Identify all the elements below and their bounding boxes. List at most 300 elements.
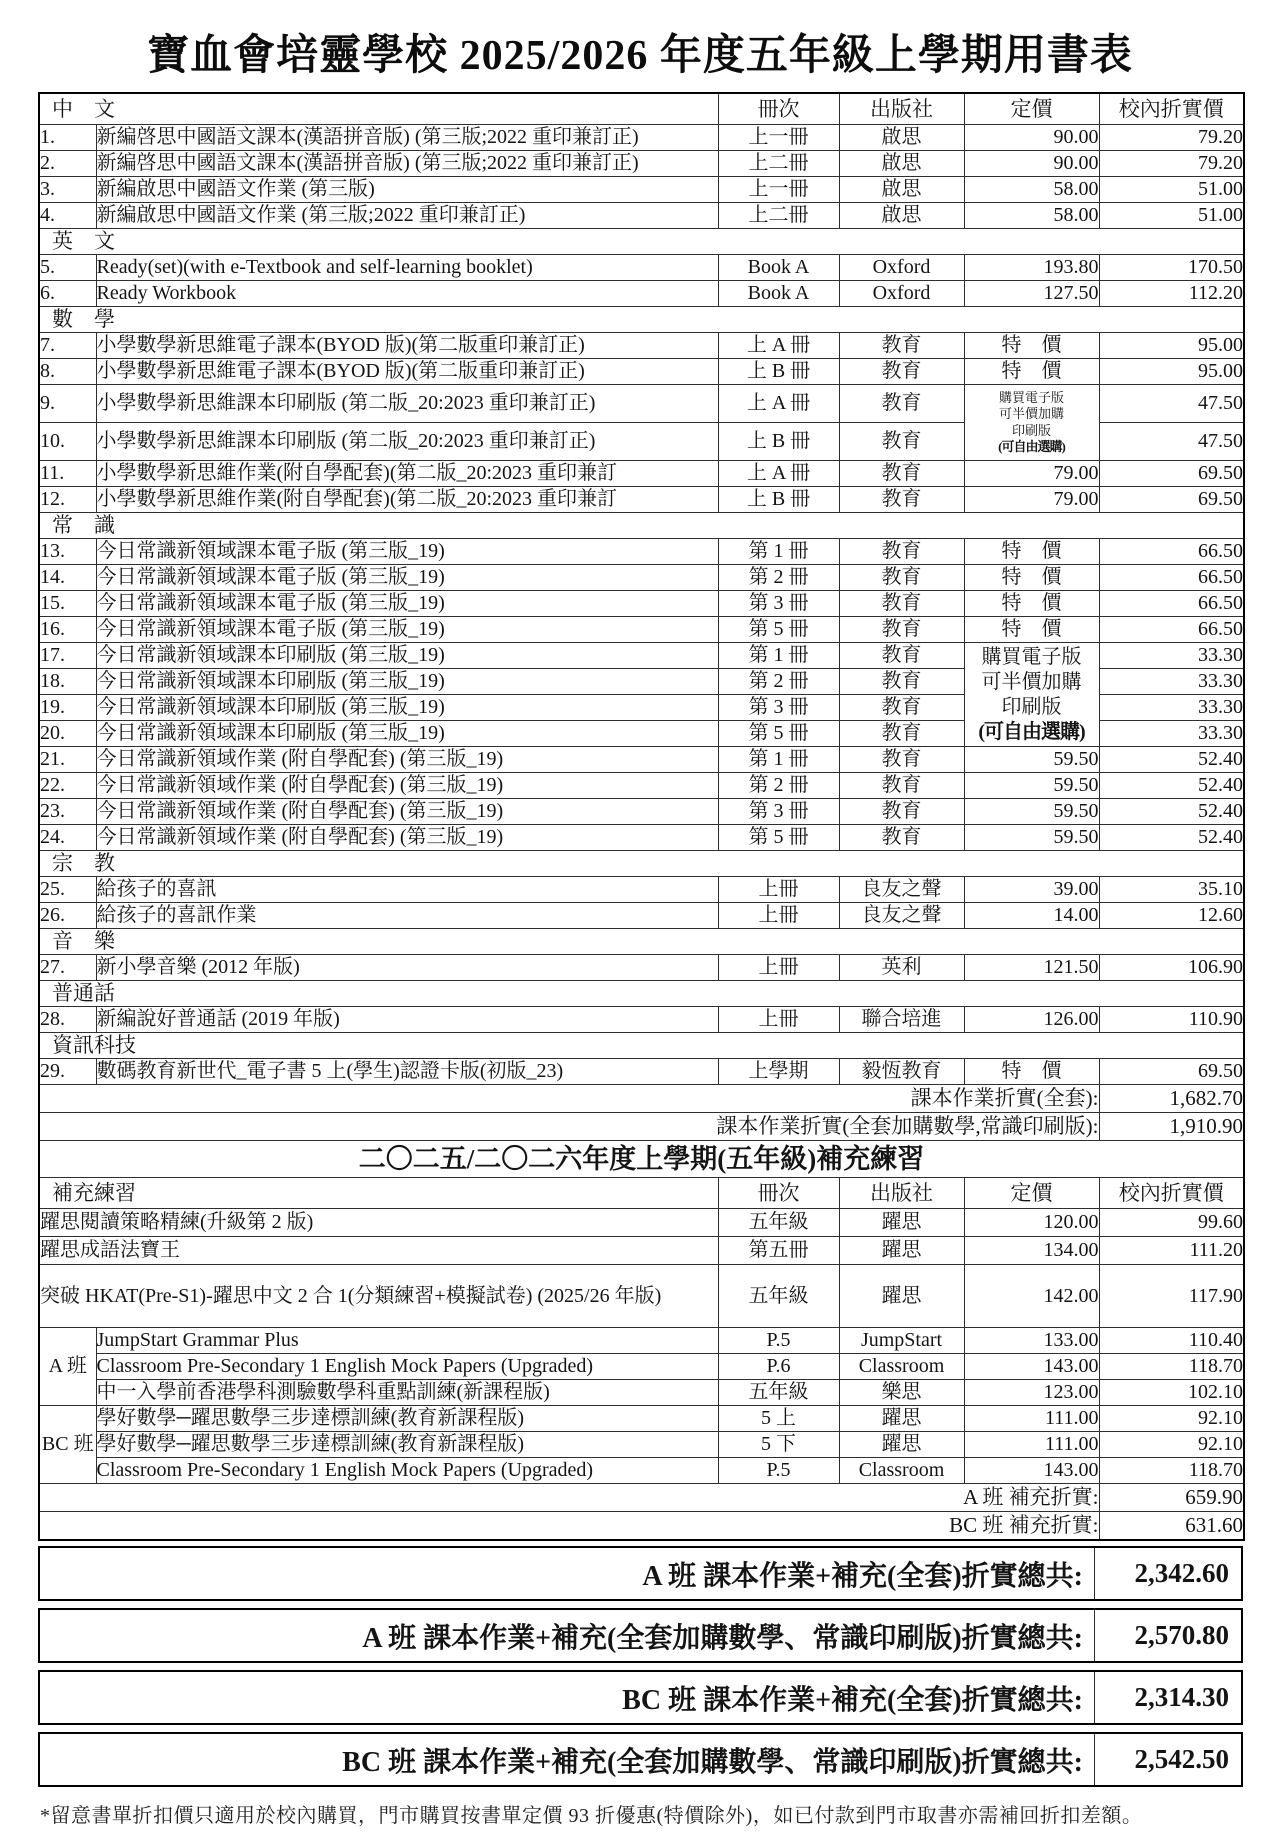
table-row — [39, 487, 1244, 513]
grand-total-label: BC 班 課本作業+補充(全套加購數學、常識印刷版)折實總共: — [40, 1734, 1095, 1785]
price-note-line: 購買電子版 — [998, 389, 1064, 405]
grand-total-row — [38, 1670, 1243, 1725]
net-price-cell: 118.70 — [1099, 1458, 1244, 1484]
table-row — [39, 1458, 1244, 1484]
column-header-subject: 補充練習 — [39, 1178, 718, 1209]
volume-cell: 第 3 冊 — [718, 799, 839, 825]
book-title: 新編啟思中國語文作業 (第三版) — [96, 177, 718, 203]
table-row — [39, 385, 1244, 423]
table-row — [39, 617, 1244, 643]
footnote: *留意書單折扣價只適用於校內購買，門市購買按書單定價 93 折優惠(特價除外)，如已付款到門市取書亦需補回折扣差額。 — [40, 1805, 1143, 1827]
volume-cell: P.6 — [718, 1354, 839, 1380]
volume-cell: 第 5 冊 — [718, 825, 839, 851]
net-price-cell: 33.30 — [1099, 721, 1244, 747]
book-title: 小學數學新思維作業(附自學配套)(第二版_20:2023 重印兼訂 — [96, 487, 718, 513]
volume-cell: 5 上 — [718, 1406, 839, 1432]
grand-total-label: A 班 課本作業+補充(全套加購數學、常識印刷版)折實總共: — [40, 1610, 1095, 1661]
row-number: 23. — [39, 799, 96, 825]
table-row — [39, 359, 1244, 385]
column-header-net-price: 校內折實價 — [1099, 93, 1244, 125]
volume-cell: 上 A 冊 — [718, 333, 839, 359]
volume-cell: 第 1 冊 — [718, 539, 839, 565]
book-title: 新編說好普通話 (2019 年版) — [96, 1007, 718, 1033]
net-price-cell: 51.00 — [1099, 177, 1244, 203]
table-row — [39, 1406, 1244, 1432]
net-price-cell: 99.60 — [1099, 1209, 1244, 1237]
grand-total-value: 2,314.30 — [1134, 1682, 1229, 1712]
price-cell: 79.00 — [964, 487, 1099, 513]
row-number: 3. — [39, 177, 96, 203]
row-number: 15. — [39, 591, 96, 617]
price-cell: 58.00 — [964, 177, 1099, 203]
row-number: 9. — [39, 385, 96, 423]
publisher-cell: 躍思 — [839, 1265, 964, 1328]
price-cell: 特 價 — [964, 1059, 1099, 1085]
book-title: 新編啓思中國語文課本(漢語拼音版) (第三版;2022 重印兼訂正) — [96, 151, 718, 177]
table-row — [39, 799, 1244, 825]
book-title: Classroom Pre-Secondary 1 English Mock Papers (Upgraded) — [96, 1354, 718, 1380]
book-title: 學好數學─躍思數學三步達標訓練(教育新課程版) — [96, 1406, 718, 1432]
price-cell: 特 價 — [964, 539, 1099, 565]
publisher-cell: Oxford — [839, 281, 964, 307]
grand-total-value: 2,542.50 — [1134, 1744, 1229, 1774]
volume-cell: 第 5 冊 — [718, 721, 839, 747]
section-label: 宗 教 — [39, 851, 1244, 877]
net-price-cell: 33.30 — [1099, 695, 1244, 721]
grand-total-row — [38, 1608, 1243, 1663]
row-number: 8. — [39, 359, 96, 385]
price-cell: 59.50 — [964, 799, 1099, 825]
row-number: 6. — [39, 281, 96, 307]
price-cell: 14.00 — [964, 903, 1099, 929]
row-number: 1. — [39, 125, 96, 151]
volume-cell: 上一冊 — [718, 177, 839, 203]
column-header-volume: 冊次 — [718, 1178, 839, 1209]
section-row — [39, 981, 1244, 1007]
table-row — [39, 1354, 1244, 1380]
net-price-cell: 47.50 — [1099, 423, 1244, 461]
table-row — [39, 773, 1244, 799]
book-title: 今日常識新領域課本印刷版 (第三版_19) — [96, 695, 718, 721]
price-note-cell — [964, 385, 1099, 461]
price-cell: 59.50 — [964, 747, 1099, 773]
section-row — [39, 1033, 1244, 1059]
table-row — [39, 1059, 1244, 1085]
publisher-cell: 教育 — [839, 669, 964, 695]
row-number: 28. — [39, 1007, 96, 1033]
row-number: 14. — [39, 565, 96, 591]
price-cell: 123.00 — [964, 1380, 1099, 1406]
book-title: 小學數學新思維電子課本(BYOD 版)(第二版重印兼訂正) — [96, 333, 718, 359]
table-row — [39, 125, 1244, 151]
grand-total-label: A 班 課本作業+補充(全套)折實總共: — [40, 1548, 1095, 1599]
section-label: 資訊科技 — [39, 1033, 1244, 1059]
publisher-cell: 教育 — [839, 565, 964, 591]
price-note-line: 印刷版 — [1001, 695, 1062, 718]
book-title: 今日常識新領域課本電子版 (第三版_19) — [96, 565, 718, 591]
summary-label: A 班 補充折實: — [39, 1484, 1099, 1512]
summary-value: 1,910.90 — [1099, 1113, 1244, 1141]
net-price-cell: 66.50 — [1099, 539, 1244, 565]
row-number: 11. — [39, 461, 96, 487]
book-title: 今日常識新領域課本電子版 (第三版_19) — [96, 617, 718, 643]
book-title: 數碼教育新世代_電子書 5 上(學生)認證卡版(初版_23) — [96, 1059, 718, 1085]
price-note-line: 可半價加購 — [981, 670, 1082, 693]
net-price-cell: 52.40 — [1099, 747, 1244, 773]
price-cell: 193.80 — [964, 255, 1099, 281]
table-row — [39, 747, 1244, 773]
section-label: 普通話 — [39, 981, 1244, 1007]
publisher-cell: Oxford — [839, 255, 964, 281]
net-price-cell: 66.50 — [1099, 617, 1244, 643]
volume-cell: 上 B 冊 — [718, 487, 839, 513]
page-title: 寶血會培靈學校 2025/2026 年度五年級上學期用書表 — [147, 33, 1133, 79]
summary-row — [39, 1113, 1244, 1141]
net-price-cell: 118.70 — [1099, 1354, 1244, 1380]
net-price-cell: 69.50 — [1099, 461, 1244, 487]
price-cell: 127.50 — [964, 281, 1099, 307]
volume-cell: 上 B 冊 — [718, 359, 839, 385]
column-header-row — [39, 1178, 1244, 1209]
net-price-cell: 106.90 — [1099, 955, 1244, 981]
volume-cell: 上 A 冊 — [718, 461, 839, 487]
net-price-cell: 66.50 — [1099, 565, 1244, 591]
net-price-cell: 35.10 — [1099, 877, 1244, 903]
price-cell: 134.00 — [964, 1237, 1099, 1265]
publisher-cell: 良友之聲 — [839, 903, 964, 929]
publisher-cell: 教育 — [839, 461, 964, 487]
publisher-cell: 教育 — [839, 333, 964, 359]
volume-cell: 上二冊 — [718, 203, 839, 229]
row-number: 18. — [39, 669, 96, 695]
table-row — [39, 539, 1244, 565]
book-title: 小學數學新思維作業(附自學配套)(第二版_20:2023 重印兼訂 — [96, 461, 718, 487]
row-number: 12. — [39, 487, 96, 513]
net-price-cell: 79.20 — [1099, 151, 1244, 177]
volume-cell: 第 1 冊 — [718, 643, 839, 669]
table-row — [39, 1265, 1244, 1328]
price-note-line: (可自由選購) — [998, 439, 1065, 454]
summary-value: 1,682.70 — [1099, 1085, 1244, 1113]
price-cell: 111.00 — [964, 1432, 1099, 1458]
group-label: BC 班 — [39, 1406, 96, 1484]
book-title: 小學數學新思維課本印刷版 (第二版_20:2023 重印兼訂正) — [96, 385, 718, 423]
volume-cell: 第 2 冊 — [718, 565, 839, 591]
price-cell: 59.50 — [964, 773, 1099, 799]
publisher-cell: 教育 — [839, 695, 964, 721]
book-title: 今日常識新領域作業 (附自學配套) (第三版_19) — [96, 799, 718, 825]
row-number: 22. — [39, 773, 96, 799]
publisher-cell: 聯合培進 — [839, 1007, 964, 1033]
row-number: 5. — [39, 255, 96, 281]
column-header-subject: 中 文 — [39, 93, 718, 125]
volume-cell: 上冊 — [718, 955, 839, 981]
grand-total-row — [38, 1732, 1243, 1787]
publisher-cell: 啟思 — [839, 125, 964, 151]
column-header-net-price: 校內折實價 — [1099, 1178, 1244, 1209]
price-cell: 59.50 — [964, 825, 1099, 851]
grand-total-value: 2,342.60 — [1134, 1558, 1229, 1588]
book-title: 今日常識新領域課本印刷版 (第三版_19) — [96, 721, 718, 747]
net-price-cell: 52.40 — [1099, 773, 1244, 799]
row-number: 7. — [39, 333, 96, 359]
publisher-cell: Classroom — [839, 1354, 964, 1380]
publisher-cell: 啟思 — [839, 151, 964, 177]
volume-cell: Book A — [718, 255, 839, 281]
row-number: 24. — [39, 825, 96, 851]
publisher-cell: 教育 — [839, 747, 964, 773]
publisher-cell: JumpStart — [839, 1328, 964, 1354]
section-row — [39, 929, 1244, 955]
net-price-cell: 112.20 — [1099, 281, 1244, 307]
volume-cell: 上 A 冊 — [718, 385, 839, 423]
column-header-row — [39, 93, 1244, 125]
volume-cell: 第 1 冊 — [718, 747, 839, 773]
column-header-publisher: 出版社 — [839, 1178, 964, 1209]
price-cell: 143.00 — [964, 1354, 1099, 1380]
volume-cell: 上冊 — [718, 903, 839, 929]
volume-cell: 上 B 冊 — [718, 423, 839, 461]
publisher-cell: 教育 — [839, 359, 964, 385]
publisher-cell: Classroom — [839, 1458, 964, 1484]
volume-cell: 第 5 冊 — [718, 617, 839, 643]
row-number: 29. — [39, 1059, 96, 1085]
summary-value: 659.90 — [1099, 1484, 1244, 1512]
row-number: 4. — [39, 203, 96, 229]
row-number: 13. — [39, 539, 96, 565]
volume-cell: 上學期 — [718, 1059, 839, 1085]
publisher-cell: 躍思 — [839, 1432, 964, 1458]
book-title: 新小學音樂 (2012 年版) — [96, 955, 718, 981]
volume-cell: 第五冊 — [718, 1237, 839, 1265]
net-price-cell: 79.20 — [1099, 125, 1244, 151]
price-cell: 特 價 — [964, 591, 1099, 617]
publisher-cell: 教育 — [839, 487, 964, 513]
price-cell: 特 價 — [964, 565, 1099, 591]
row-number: 2. — [39, 151, 96, 177]
volume-cell: 五年級 — [718, 1265, 839, 1328]
summary-value: 631.60 — [1099, 1512, 1244, 1541]
column-header-price: 定價 — [964, 1178, 1099, 1209]
book-title: 今日常識新領域作業 (附自學配套) (第三版_19) — [96, 747, 718, 773]
volume-cell: 五年級 — [718, 1209, 839, 1237]
net-price-cell: 95.00 — [1099, 359, 1244, 385]
publisher-cell: 教育 — [839, 799, 964, 825]
net-price-cell: 69.50 — [1099, 1059, 1244, 1085]
row-number: 26. — [39, 903, 96, 929]
book-title: 今日常識新領域課本印刷版 (第三版_19) — [96, 669, 718, 695]
grand-total-label: BC 班 課本作業+補充(全套)折實總共: — [40, 1672, 1095, 1723]
table-row — [39, 1328, 1244, 1354]
grand-total-row — [38, 1546, 1243, 1601]
grand-totals — [38, 1546, 1243, 1787]
book-title: 今日常識新領域作業 (附自學配套) (第三版_19) — [96, 773, 718, 799]
publisher-cell: 教育 — [839, 423, 964, 461]
book-title: 學好數學─躍思數學三步達標訓練(教育新課程版) — [96, 1432, 718, 1458]
book-title: 今日常識新領域作業 (附自學配套) (第三版_19) — [96, 825, 718, 851]
volume-cell: 第 2 冊 — [718, 669, 839, 695]
publisher-cell: 教育 — [839, 617, 964, 643]
publisher-cell: 教育 — [839, 773, 964, 799]
publisher-cell: 教育 — [839, 825, 964, 851]
table-row — [39, 825, 1244, 851]
price-cell: 特 價 — [964, 333, 1099, 359]
price-note-cell — [964, 643, 1099, 747]
booklist-document — [0, 22, 1280, 1832]
volume-cell: 第 2 冊 — [718, 773, 839, 799]
table-row — [39, 903, 1244, 929]
section-label: 音 樂 — [39, 929, 1244, 955]
row-number: 17. — [39, 643, 96, 669]
book-table — [38, 92, 1245, 1541]
publisher-cell: 教育 — [839, 643, 964, 669]
book-title: 新編啓思中國語文課本(漢語拼音版) (第三版;2022 重印兼訂正) — [96, 125, 718, 151]
table-row — [39, 591, 1244, 617]
publisher-cell: 教育 — [839, 539, 964, 565]
net-price-cell: 110.90 — [1099, 1007, 1244, 1033]
publisher-cell: 躍思 — [839, 1406, 964, 1432]
book-title: 今日常識新領域課本電子版 (第三版_19) — [96, 591, 718, 617]
volume-cell: 上一冊 — [718, 125, 839, 151]
book-title: Classroom Pre-Secondary 1 English Mock Papers (Upgraded) — [96, 1458, 718, 1484]
table-row — [39, 151, 1244, 177]
table-row — [39, 643, 1244, 669]
table-row — [39, 1380, 1244, 1406]
volume-cell: 上二冊 — [718, 151, 839, 177]
net-price-cell: 69.50 — [1099, 487, 1244, 513]
price-cell: 39.00 — [964, 877, 1099, 903]
section-row — [39, 513, 1244, 539]
row-number: 20. — [39, 721, 96, 747]
book-title: 小學數學新思維課本印刷版 (第二版_20:2023 重印兼訂正) — [96, 423, 718, 461]
price-cell: 142.00 — [964, 1265, 1099, 1328]
publisher-cell: 教育 — [839, 385, 964, 423]
price-cell: 58.00 — [964, 203, 1099, 229]
price-note-line: 可半價加購 — [998, 406, 1064, 421]
price-cell: 121.50 — [964, 955, 1099, 981]
column-header-volume: 冊次 — [718, 93, 839, 125]
net-price-cell: 33.30 — [1099, 643, 1244, 669]
net-price-cell: 52.40 — [1099, 825, 1244, 851]
table-row — [39, 1007, 1244, 1033]
row-number: 21. — [39, 747, 96, 773]
row-number: 10. — [39, 423, 96, 461]
price-cell: 133.00 — [964, 1328, 1099, 1354]
net-price-cell: 33.30 — [1099, 669, 1244, 695]
price-cell: 126.00 — [964, 1007, 1099, 1033]
volume-cell: P.5 — [718, 1458, 839, 1484]
column-header-publisher: 出版社 — [839, 93, 964, 125]
book-title: 小學數學新思維電子課本(BYOD 版)(第二版重印兼訂正) — [96, 359, 718, 385]
price-note-line: 印刷版 — [1011, 422, 1051, 438]
supplement-banner-row — [39, 1141, 1244, 1178]
column-header-price: 定價 — [964, 93, 1099, 125]
price-cell: 79.00 — [964, 461, 1099, 487]
price-cell: 90.00 — [964, 125, 1099, 151]
publisher-cell: 躍思 — [839, 1237, 964, 1265]
section-label: 數 學 — [39, 307, 1244, 333]
net-price-cell: 117.90 — [1099, 1265, 1244, 1328]
price-note-line: (可自由選購) — [978, 720, 1085, 743]
row-number: 16. — [39, 617, 96, 643]
summary-row — [39, 1512, 1244, 1541]
summary-label: BC 班 補充折實: — [39, 1512, 1099, 1541]
summary-label: 課本作業折實(全套加購數學,常識印刷版): — [39, 1113, 1099, 1141]
section-label: 英 文 — [39, 229, 1244, 255]
net-price-cell: 47.50 — [1099, 385, 1244, 423]
supplement-banner-title: 二〇二五/二〇二六年度上學期(五年級)補充練習 — [39, 1141, 1244, 1178]
book-title: 躍思成語法寶王 — [39, 1237, 718, 1265]
book-title: 突破 HKAT(Pre-S1)-躍思中文 2 合 1(分類練習+模擬試卷) (2025/26 年版) — [39, 1265, 718, 1328]
net-price-cell: 51.00 — [1099, 203, 1244, 229]
table-row — [39, 1209, 1244, 1237]
book-title: 新編啟思中國語文作業 (第三版;2022 重印兼訂正) — [96, 203, 718, 229]
section-row — [39, 307, 1244, 333]
table-row — [39, 333, 1244, 359]
table-row — [39, 177, 1244, 203]
book-title: 給孩子的喜訊 — [96, 877, 718, 903]
publisher-cell: 教育 — [839, 591, 964, 617]
volume-cell: 五年級 — [718, 1380, 839, 1406]
group-label: A 班 — [39, 1328, 96, 1406]
row-number: 27. — [39, 955, 96, 981]
net-price-cell: 12.60 — [1099, 903, 1244, 929]
net-price-cell: 170.50 — [1099, 255, 1244, 281]
book-title: JumpStart Grammar Plus — [96, 1328, 718, 1354]
publisher-cell: 啟思 — [839, 203, 964, 229]
table-row — [39, 203, 1244, 229]
price-cell: 111.00 — [964, 1406, 1099, 1432]
volume-cell: Book A — [718, 281, 839, 307]
volume-cell: P.5 — [718, 1328, 839, 1354]
volume-cell: 5 下 — [718, 1432, 839, 1458]
price-cell: 90.00 — [964, 151, 1099, 177]
book-title: 今日常識新領域課本電子版 (第三版_19) — [96, 539, 718, 565]
price-cell: 120.00 — [964, 1209, 1099, 1237]
price-cell: 143.00 — [964, 1458, 1099, 1484]
table-row — [39, 955, 1244, 981]
net-price-cell: 95.00 — [1099, 333, 1244, 359]
table-row — [39, 281, 1244, 307]
price-cell: 特 價 — [964, 617, 1099, 643]
net-price-cell: 92.10 — [1099, 1406, 1244, 1432]
publisher-cell: 良友之聲 — [839, 877, 964, 903]
book-title: 躍思閱讀策略精練(升級第 2 版) — [39, 1209, 718, 1237]
summary-row — [39, 1085, 1244, 1113]
price-note-line: 購買電子版 — [981, 645, 1082, 668]
publisher-cell: 毅恆教育 — [839, 1059, 964, 1085]
book-title: Ready(set)(with e-Textbook and self-learning booklet) — [96, 255, 718, 281]
net-price-cell: 66.50 — [1099, 591, 1244, 617]
volume-cell: 第 3 冊 — [718, 591, 839, 617]
summary-label: 課本作業折實(全套): — [39, 1085, 1099, 1113]
row-number: 25. — [39, 877, 96, 903]
volume-cell: 上冊 — [718, 877, 839, 903]
book-title: 給孩子的喜訊作業 — [96, 903, 718, 929]
price-cell: 特 價 — [964, 359, 1099, 385]
section-row — [39, 229, 1244, 255]
summary-row — [39, 1484, 1244, 1512]
net-price-cell: 92.10 — [1099, 1432, 1244, 1458]
net-price-cell: 111.20 — [1099, 1237, 1244, 1265]
table-row — [39, 1237, 1244, 1265]
table-row — [39, 461, 1244, 487]
publisher-cell: 教育 — [839, 721, 964, 747]
grand-total-value: 2,570.80 — [1134, 1620, 1229, 1650]
publisher-cell: 英利 — [839, 955, 964, 981]
row-number: 19. — [39, 695, 96, 721]
publisher-cell: 樂思 — [839, 1380, 964, 1406]
